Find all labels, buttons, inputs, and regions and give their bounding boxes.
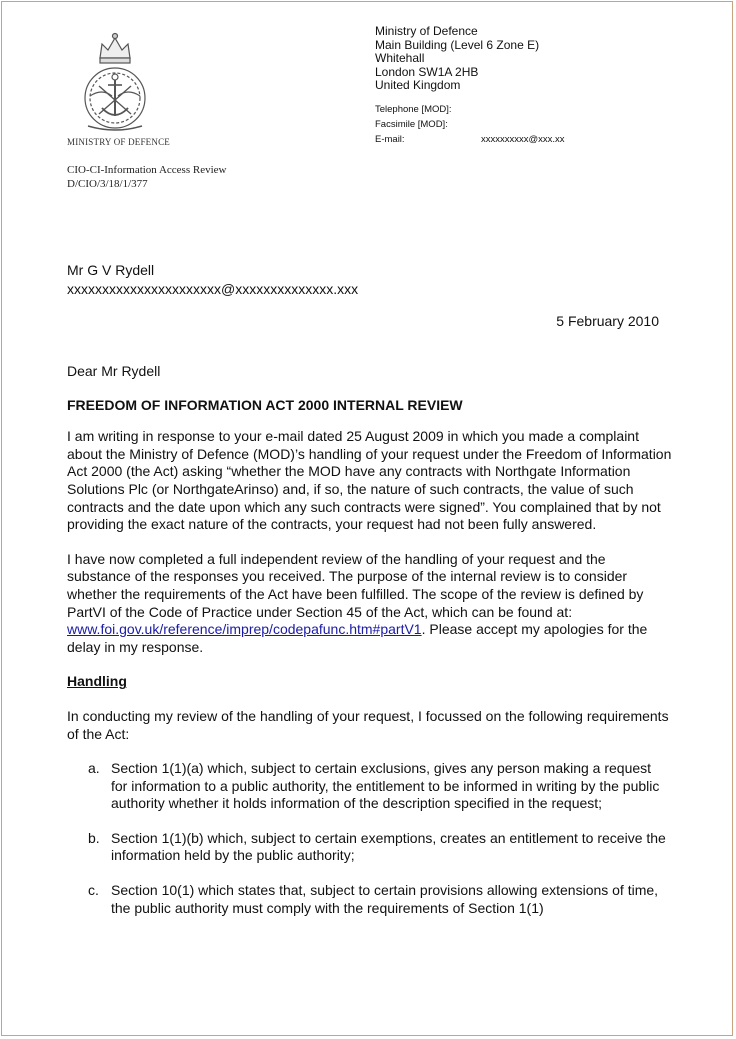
paragraph-3: In conducting my review of the handling of your request, I focussed on the following requirements of the Act: (67, 707, 669, 742)
contact-details (375, 102, 565, 147)
reference-number: D/CIO/3/18/1/377 (67, 177, 148, 190)
paragraph-1: I am writing in response to your e-mail dated 25 August 2009 in which you made a complaint about the Ministry of Defence (MOD)’s handling of your request under the Freedom of Information Act 2000 (the Act) asking “whether the MOD have any contracts with Northgate Information Solutions Plc (or NorthgateArinso) and, if so, the nature of such contracts, the value of such contracts and the date upon which any such contracts were signed”. You complained that by not providing the exact nature of the contracts, your request had not been fully answered. (67, 428, 672, 533)
list-item (67, 882, 673, 917)
mod-crest-logo (72, 30, 158, 134)
address-line: Ministry of Defence (375, 24, 478, 38)
fax-row (375, 117, 565, 132)
paragraph-2-tail: . Please accept my apologies for the delay in my response. (67, 621, 648, 655)
fax-label: Facsimile [MOD]: (375, 119, 448, 130)
telephone-label: Telephone [MOD]: (375, 104, 452, 115)
recipient-email: xxxxxxxxxxxxxxxxxxxxxx@xxxxxxxxxxxxxx.xxx (67, 281, 359, 297)
address-line: Main Building (Level 6 Zone E) (375, 37, 540, 52)
letter-body (67, 363, 673, 934)
email-row (375, 132, 565, 147)
telephone-row (375, 102, 565, 117)
reference-block (67, 164, 226, 191)
paragraph-2-text: I have now completed a full independent review of the handling of your request and the substance of the responses you received. The purpose of the internal review is to consider whether the requirements of the Act have been fulfilled. The scope of the review is defined by PartVI of the Code of Practice under Section 45 of the Act, which can be found at: (67, 550, 644, 620)
recipient-name: Mr G V Rydell (67, 262, 155, 278)
list-item-text: Section 1(1)(b) which, subject to certain exemptions, creates an entitlement to receive the information held by the public authority; (111, 829, 666, 864)
list-marker: c. (88, 882, 99, 899)
address-line: Whitehall (375, 51, 425, 65)
list-marker: b. (88, 829, 100, 846)
address-line: London SW1A 2HB (375, 64, 479, 79)
list-marker: a. (88, 760, 100, 777)
handling-subheading: Handling (67, 673, 127, 690)
paragraph-2 (67, 551, 673, 657)
requirements-list (67, 760, 673, 917)
letter-date: 5 February 2010 (556, 313, 659, 329)
email-value[interactable]: xxxxxxxxxx@xxx.xx (481, 134, 565, 145)
salutation: Dear Mr Rydell (67, 363, 161, 379)
list-item-text: Section 1(1)(a) which, subject to certain exclusions, gives any person making a request for information to a public authority, the entitlement to be informed in writing by the public authority whether it holds information of the description specified in the request; (111, 760, 660, 812)
list-item-text: Section 10(1) which states that, subject to certain provisions allowing extensions of time, the public authority must comply with the requirements of Section 1(1) (111, 882, 659, 916)
letter-heading: FREEDOM OF INFORMATION ACT 2000 INTERNAL REVIEW (67, 396, 463, 413)
code-of-practice-link[interactable]: www.foi.gov.uk/reference/imprep/codepafunc.htm#partV1 (67, 621, 422, 638)
org-name: MINISTRY OF DEFENCE (67, 137, 170, 147)
recipient-block (67, 261, 358, 299)
email-label: E-mail: (375, 134, 405, 145)
list-item (67, 760, 673, 813)
list-item (67, 830, 673, 865)
address-line: United Kingdom (375, 78, 461, 92)
reference-line: CIO-CI-Information Access Review (67, 164, 227, 176)
sender-address (375, 25, 539, 93)
